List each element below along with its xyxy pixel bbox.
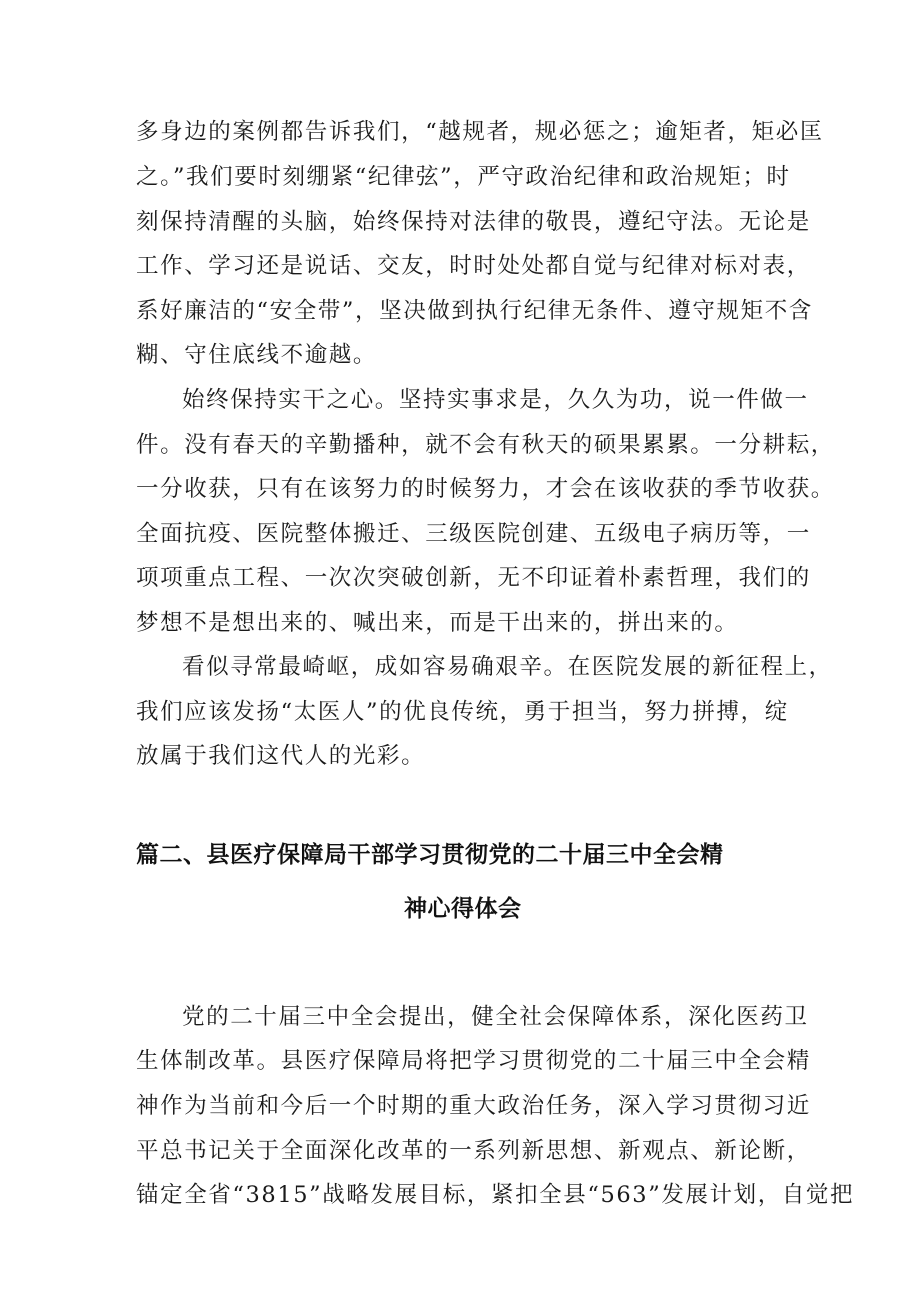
paragraph-line: 始终保持实干之心。坚持实事求是，久久为功，说一件做一 (182, 387, 809, 413)
section-heading: 神心得体会 (404, 896, 522, 922)
paragraph-line: 锚定全省“3815”战略发展目标，紧扣全县“563”发展计划，自觉把 (136, 1182, 855, 1208)
paragraph-line: 我们应该发扬“太医人”的优良传统，勇于担当，努力拼搏，绽 (136, 699, 789, 725)
paragraph-line: 梦想不是想出来的、喊出来，而是干出来的，拼出来的。 (136, 610, 739, 636)
paragraph-line: 看似寻常最崎岖，成如容易确艰辛。在医院发展的新征程上， (182, 654, 833, 680)
paragraph-line: 一分收获，只有在该努力的时候努力，才会在该收获的季节收获。 (136, 476, 835, 502)
section-heading: 篇二、县医疗保障局干部学习贯彻党的二十届三中全会精 (136, 842, 724, 868)
paragraph-line: 之。”我们要时刻绷紧“纪律弦”，严守政治纪律和政治规矩；时 (136, 164, 791, 190)
paragraph-line: 神作为当前和今后一个时期的重大政治任务，深入学习贯彻习近 (136, 1093, 811, 1119)
paragraph-line: 系好廉洁的“安全带”，坚决做到执行纪律无条件、遵守规矩不含 (136, 298, 813, 324)
paragraph-line: 刻保持清醒的头脑，始终保持对法律的敬畏，遵纪守法。无论是 (136, 209, 811, 235)
paragraph-line: 工作、学习还是说话、交友，时时处处都自觉与纪律对标对表， (136, 253, 811, 279)
paragraph-line: 多身边的案例都告诉我们，“越规者，规必惩之；逾矩者，矩必匡 (136, 119, 824, 145)
paragraph-line: 项项重点工程、一次次突破创新，无不印证着朴素哲理，我们的 (136, 565, 811, 591)
paragraph-line: 糊、守住底线不逾越。 (136, 342, 378, 368)
paragraph-line: 放属于我们这代人的光彩。 (136, 743, 426, 769)
paragraph-line: 生体制改革。县医疗保障局将把学习贯彻党的二十届三中全会精 (136, 1048, 811, 1074)
paragraph-line: 全面抗疫、医院整体搬迁、三级医院创建、五级电子病历等，一 (136, 521, 811, 547)
paragraph-line: 党的二十届三中全会提出，健全社会保障体系，深化医药卫 (182, 1004, 809, 1030)
paragraph-line: 件。没有春天的辛勤播种，就不会有秋天的硕果累累。一分耕耘， (136, 432, 835, 458)
paragraph-line: 平总书记关于全面深化改革的一系列新思想、新观点、新论断， (136, 1138, 811, 1164)
